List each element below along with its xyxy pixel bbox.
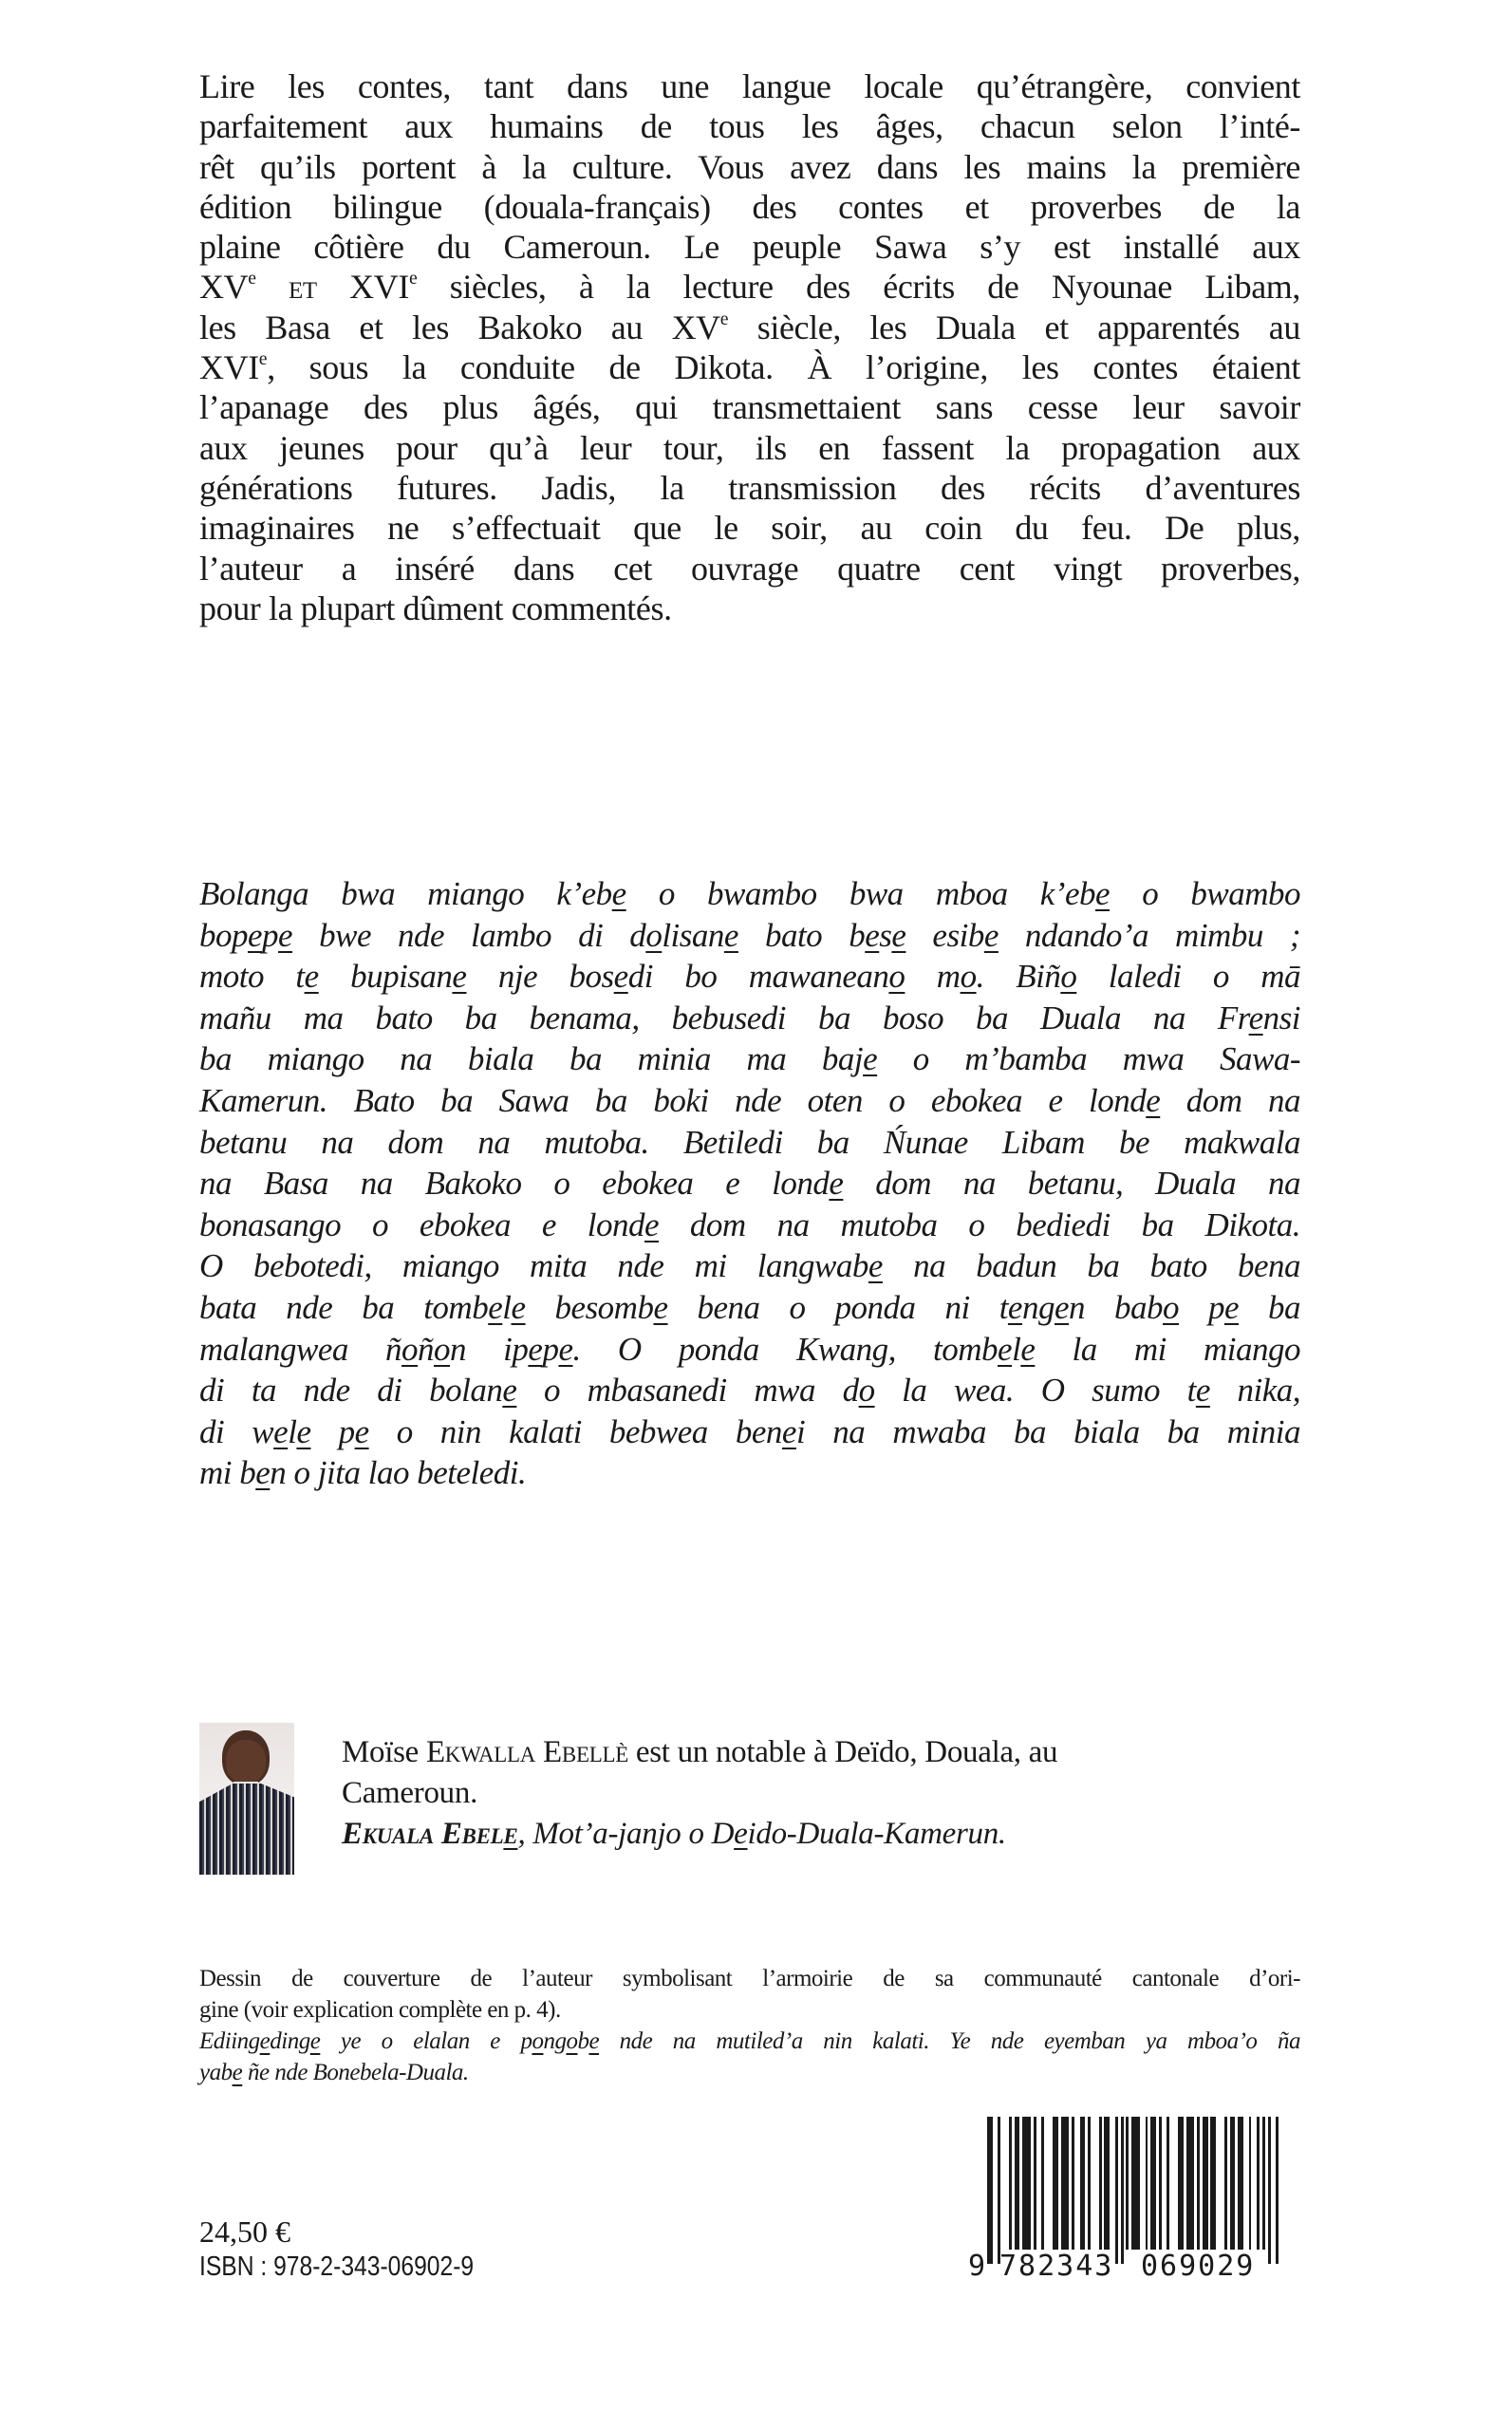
text-run: bupisan bbox=[318, 958, 453, 996]
text-line: rêt qu’ils portent à la culture. Vous avez dans les mains la première bbox=[199, 147, 1300, 186]
isbn-barcode bbox=[968, 2117, 1300, 2283]
underlined-letter: e bbox=[1007, 1288, 1022, 1326]
text-run: o nin kalati bebwea ben bbox=[368, 1412, 782, 1450]
isbn-label: ISBN : 978-2-343-06902-9 bbox=[199, 2251, 475, 2282]
underlined-letter: e bbox=[1146, 1081, 1161, 1119]
text-line: imaginaires ne s’effectuait que le soir, au coin du feu. De plus, bbox=[199, 509, 1300, 548]
underlined-letter: e bbox=[588, 2028, 600, 2054]
text-run: , Mot’a-janjo o D bbox=[517, 1817, 735, 1851]
bio-french-line bbox=[342, 1732, 1300, 1773]
caption-duala-line bbox=[199, 2057, 1300, 2088]
underlined-letter: o bbox=[1060, 958, 1077, 996]
text-run: p bbox=[1179, 1288, 1224, 1326]
barcode-bars bbox=[987, 2117, 1281, 2264]
text-run: bop bbox=[199, 916, 248, 954]
barcode-gap bbox=[1216, 2117, 1224, 2250]
text-line bbox=[199, 873, 1300, 915]
text-run: les Basa et les Bakoko au XV bbox=[199, 308, 720, 346]
text-run: est un notable à Deïdo, Douala, au bbox=[627, 1735, 1058, 1769]
text-run: nika, bbox=[1209, 1372, 1301, 1410]
text-line: parfaitement aux humains de tous les âges, chacun selon l’inté- bbox=[199, 107, 1300, 146]
text-run: bata nde ba tomb bbox=[199, 1288, 489, 1326]
text-run: lisan bbox=[662, 916, 724, 954]
barcode-gap bbox=[1044, 2117, 1053, 2250]
barcode-bar bbox=[1022, 2117, 1031, 2250]
underlined-letter: e bbox=[868, 1247, 883, 1285]
text-run: n bab bbox=[1069, 1288, 1163, 1326]
text-run: laledi o mā bbox=[1076, 958, 1300, 996]
text-run: besomb bbox=[525, 1288, 654, 1326]
underlined-letter: e bbox=[865, 916, 880, 954]
text-line-centuries bbox=[199, 308, 1300, 347]
underlined-letter: e bbox=[734, 1817, 748, 1851]
text-run: di bo mawanean bbox=[627, 958, 889, 996]
underlined-letter: e bbox=[309, 2028, 321, 2054]
text-run: na badun ba bato bena bbox=[882, 1247, 1301, 1285]
text-line: l’auteur a inséré dans cet ouvrage quatre cent vingt proverbes, bbox=[199, 549, 1300, 588]
text-run: siècles, à la lecture des écrits de Nyounae Libam, bbox=[417, 268, 1300, 307]
text-run: m bbox=[905, 958, 961, 996]
text-run: bato b bbox=[737, 916, 866, 954]
text-run: p bbox=[542, 1330, 559, 1368]
text-run: ding bbox=[270, 2028, 310, 2054]
underlined-letter: e bbox=[354, 1412, 369, 1450]
text-run: nde na mutiled’a nin kalati. Ye nde eyemban ya mboa’o ña bbox=[599, 2028, 1300, 2054]
underlined-letter: o bbox=[1163, 1288, 1179, 1326]
text-run: ye o elalan e p bbox=[320, 2028, 532, 2054]
text-run: i na mwaba ba biala ba minia bbox=[795, 1412, 1300, 1450]
roman-numeral: et XVI bbox=[255, 268, 409, 307]
text-run: dom na bbox=[1160, 1081, 1301, 1119]
author-section bbox=[199, 1723, 1300, 1875]
text-line: Lire les contes, tant dans une langue locale qu’étrangère, convient bbox=[199, 67, 1300, 105]
underlined-letter: e bbox=[863, 1040, 878, 1078]
underlined-letter: e bbox=[304, 958, 319, 996]
underlined-letter: e bbox=[1054, 1288, 1070, 1326]
underlined-letter: o bbox=[960, 958, 977, 996]
author-bio bbox=[342, 1732, 1300, 1855]
intro-duala-paragraph bbox=[199, 873, 1300, 1494]
text-run: bonasango o ebokea e lond bbox=[199, 1205, 644, 1243]
text-run: bena o ponda ni t bbox=[667, 1288, 1008, 1326]
text-run: nsi bbox=[1262, 999, 1300, 1037]
text-line bbox=[199, 1080, 1300, 1122]
text-run: l bbox=[1012, 1330, 1021, 1368]
barcode-digit-first: 9 bbox=[968, 2250, 988, 2283]
underlined-letter: o bbox=[645, 916, 663, 954]
bio-duala-line bbox=[342, 1814, 1300, 1855]
underlined-letter: e bbox=[1195, 1372, 1210, 1410]
text-run: dom na betanu, Duala na bbox=[843, 1165, 1301, 1203]
text-run: s bbox=[879, 916, 892, 954]
underlined-letter: e bbox=[503, 1817, 518, 1851]
text-run: Ediing bbox=[199, 2028, 260, 2054]
underlined-letter: o bbox=[532, 2028, 544, 2054]
text-run: nje bos bbox=[466, 958, 614, 996]
author-first-name: Moïse bbox=[342, 1735, 426, 1769]
text-line bbox=[199, 1038, 1300, 1080]
text-run: ba miango na biala ba minia ma baj bbox=[199, 1040, 864, 1078]
text-line: plaine côtière du Cameroun. Le peuple Sawa s’y est installé aux bbox=[199, 228, 1300, 267]
underlined-letter: o bbox=[566, 2028, 578, 2054]
caption-duala-line bbox=[199, 2026, 1300, 2057]
text-run: Bolanga bwa miango k’eb bbox=[199, 875, 612, 912]
underlined-letter: e bbox=[983, 916, 999, 954]
text-run: , sous la conduite de Dikota. À l’origine, les contes étaient bbox=[267, 348, 1300, 387]
barcode-digits-right: 069029 bbox=[1141, 2250, 1256, 2283]
text-run: la wea. O sumo t bbox=[874, 1372, 1196, 1410]
underlined-letter: e bbox=[1020, 1330, 1036, 1368]
text-run: . Biñ bbox=[976, 958, 1061, 996]
text-line: l’apanage des plus âgés, qui transmettaient sans cesse leur savoir bbox=[199, 388, 1300, 427]
underlined-letter: e bbox=[502, 1372, 517, 1410]
underlined-letter: o bbox=[401, 1330, 419, 1368]
underlined-letter: o bbox=[858, 1372, 875, 1410]
underlined-letter: e bbox=[644, 1205, 660, 1243]
underlined-letter: e bbox=[488, 1288, 503, 1326]
underlined-letter: e bbox=[723, 916, 738, 954]
underlined-letter: e bbox=[558, 1330, 573, 1368]
caption-french-line: gine (voir explication complète en p. 4). bbox=[199, 1997, 561, 2023]
underlined-letter: e bbox=[613, 958, 628, 996]
text-run: l bbox=[288, 1412, 297, 1450]
text-line bbox=[199, 1287, 1300, 1329]
text-run: mañu ma bato ba benama, bebusedi ba boso ba Duala na Fr bbox=[199, 999, 1249, 1037]
text-line bbox=[199, 1122, 1300, 1164]
roman-numeral: XVI bbox=[199, 348, 259, 387]
underlined-letter: e bbox=[998, 1330, 1013, 1368]
superscript: e bbox=[719, 308, 729, 329]
text-line bbox=[199, 1411, 1300, 1453]
author-surname: Ekwalla Ebellè bbox=[425, 1735, 628, 1769]
text-line-centuries bbox=[199, 347, 1300, 387]
underlined-letter: e bbox=[255, 1454, 271, 1492]
text-run: l bbox=[502, 1288, 512, 1326]
text-run: siècle, les Duala et apparentés au bbox=[728, 308, 1300, 346]
text-run: na Basa na Bakoko o ebokea e lond bbox=[199, 1165, 830, 1203]
superscript: e bbox=[408, 268, 418, 290]
text-run: ng bbox=[1021, 1288, 1055, 1326]
text-run: betanu na dom na mutoba. Betiledi ba Ńunae Libam be makwala bbox=[199, 1123, 1300, 1161]
text-run: ng bbox=[543, 2028, 567, 2054]
text-line-centuries bbox=[199, 267, 1300, 307]
price-label: 24,50 € bbox=[199, 2214, 290, 2249]
author-duala-name bbox=[342, 1817, 517, 1851]
text-run: b bbox=[577, 2028, 589, 2054]
text-run: ñe nde Bonebela-Duala. bbox=[242, 2060, 469, 2085]
underlined-letter: e bbox=[1095, 875, 1111, 912]
text-run: n o jita lao beteledi. bbox=[270, 1454, 527, 1492]
underlined-letter: e bbox=[452, 958, 467, 996]
text-line bbox=[199, 1329, 1300, 1371]
text-line: aux jeunes pour qu’à leur tour, ils en fassent la propagation aux bbox=[199, 428, 1300, 467]
text-run: o mbasanedi mwa d bbox=[516, 1372, 859, 1410]
underlined-letter: e bbox=[829, 1165, 844, 1203]
underlined-letter: e bbox=[611, 875, 626, 912]
text-line bbox=[199, 1452, 1300, 1494]
text-line bbox=[199, 998, 1300, 1039]
text-line bbox=[199, 1205, 1300, 1246]
underlined-letter: e bbox=[273, 1412, 289, 1450]
cover-caption bbox=[199, 1963, 1300, 2088]
text-line bbox=[199, 1370, 1300, 1411]
text-run: p bbox=[262, 916, 279, 954]
bio-french-line: Cameroun. bbox=[342, 1776, 478, 1810]
text-run: mi b bbox=[199, 1454, 256, 1492]
text-run: moto t bbox=[199, 958, 305, 996]
underlined-letter: e bbox=[259, 2028, 271, 2054]
text-run: o bwambo bwa mboa k’eb bbox=[625, 875, 1095, 912]
intro-french-paragraph bbox=[199, 66, 1300, 628]
underlined-letter: e bbox=[296, 1412, 311, 1450]
underlined-letter: e bbox=[781, 1412, 796, 1450]
roman-numeral: XV bbox=[199, 268, 249, 307]
text-run: ba bbox=[1239, 1288, 1301, 1326]
underlined-letter: e bbox=[1223, 1288, 1240, 1326]
underlined-letter: e bbox=[278, 916, 293, 954]
underlined-letter: e bbox=[528, 1330, 543, 1368]
text-run: dom na mutoba o bediedi ba Dikota. bbox=[659, 1205, 1300, 1243]
text-run: la mi miango bbox=[1035, 1330, 1301, 1368]
text-line bbox=[199, 915, 1300, 957]
barcode-gap bbox=[1091, 2117, 1099, 2250]
text-run: o bwambo bbox=[1110, 875, 1300, 912]
underlined-letter: e bbox=[653, 1288, 668, 1326]
superscript: e bbox=[248, 268, 256, 290]
text-run: O bebotedi, miango mita nde mi langwab bbox=[199, 1247, 868, 1285]
underlined-letter: e bbox=[232, 2060, 243, 2085]
text-line: édition bilingue (douala-français) des contes et proverbes de la bbox=[199, 187, 1300, 226]
barcode-bar bbox=[1131, 2117, 1140, 2250]
barcode-gap bbox=[1000, 2117, 1009, 2250]
superscript: e bbox=[258, 348, 268, 370]
text-run: Kamerun. Bato ba Sawa ba boki nde oten o ebokea e lond bbox=[199, 1081, 1147, 1119]
text-run: di ta nde di bolan bbox=[199, 1372, 503, 1410]
text-run: yab bbox=[199, 2060, 233, 2085]
underlined-letter: e bbox=[891, 916, 906, 954]
text-run: di w bbox=[199, 1412, 274, 1450]
text-line-last: pour la plupart dûment commentés. bbox=[199, 588, 672, 627]
text-run: n ip bbox=[450, 1330, 529, 1368]
caption-french-line: Dessin de couverture de l’auteur symbolisant l’armoirie de sa communauté cantonale d’ori- bbox=[199, 1966, 1300, 1991]
barcode-digits-left: 782343 bbox=[999, 2250, 1114, 2283]
underlined-letter: e bbox=[1248, 999, 1263, 1037]
text-run: . O ponda Kwang, tomb bbox=[572, 1330, 999, 1368]
barcode-bar bbox=[1186, 2117, 1195, 2250]
barcode-bar bbox=[1061, 2117, 1070, 2250]
text-run: malangwea ñ bbox=[199, 1330, 402, 1368]
barcode-gap bbox=[1169, 2117, 1178, 2250]
text-run: o m’bamba mwa Sawa- bbox=[877, 1040, 1300, 1078]
underlined-letter: e bbox=[511, 1288, 526, 1326]
text-run: Ekuala Ebel bbox=[342, 1817, 504, 1851]
text-line: générations futures. Jadis, la transmission des récits d’aventures bbox=[199, 468, 1300, 507]
author-photo bbox=[199, 1723, 294, 1875]
underlined-letter: o bbox=[434, 1330, 451, 1368]
text-run: ndando’a mimbu ; bbox=[998, 916, 1301, 954]
text-run: ñ bbox=[418, 1330, 435, 1368]
barcode-gap bbox=[1279, 2117, 1281, 2250]
text-run: esib bbox=[905, 916, 984, 954]
text-run: bwe nde lambo di d bbox=[292, 916, 646, 954]
text-run: p bbox=[310, 1412, 355, 1450]
text-line bbox=[199, 1245, 1300, 1287]
underlined-letter: o bbox=[888, 958, 905, 996]
underlined-letter: e bbox=[248, 916, 263, 954]
text-line bbox=[199, 1163, 1300, 1205]
text-run: ido-Duala-Kamerun. bbox=[747, 1817, 1006, 1851]
text-line bbox=[199, 956, 1300, 998]
